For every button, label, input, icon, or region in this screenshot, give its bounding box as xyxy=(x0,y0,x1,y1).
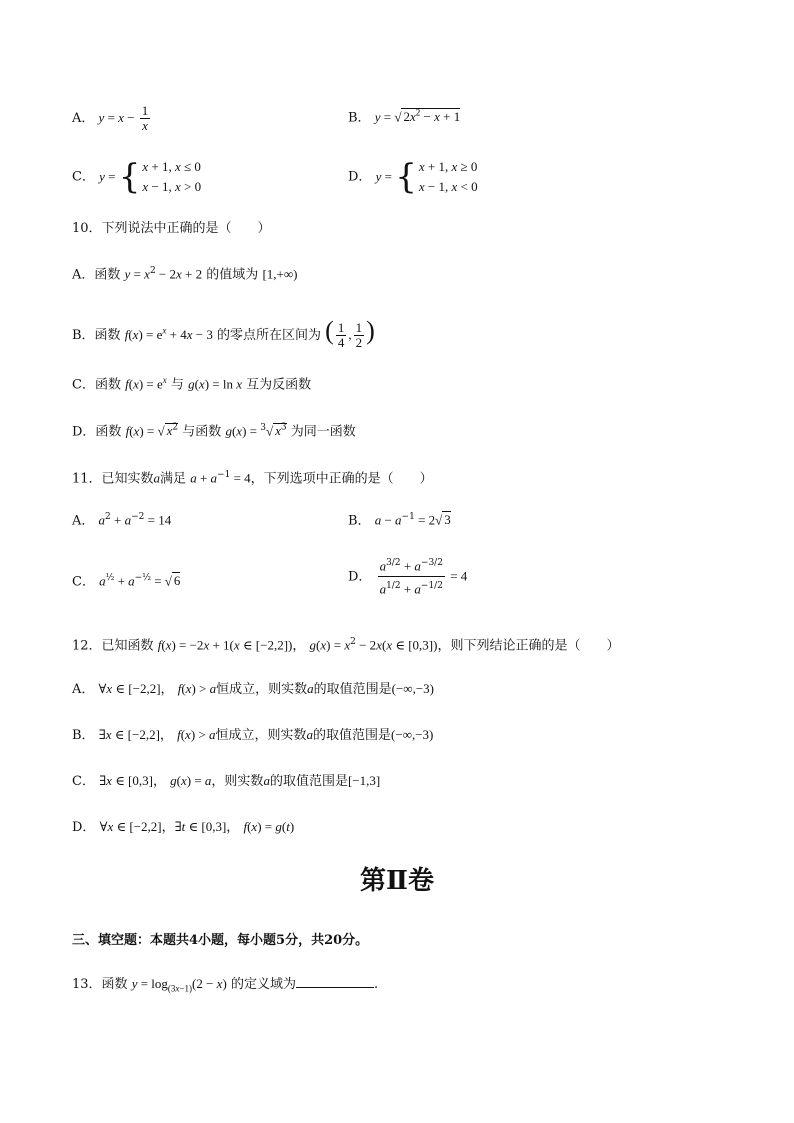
q11-option-c: C． $a^{\frac{1}{2}} + a^{-\frac{1}{2}}$ = √ 6 xyxy=(72,573,181,590)
q11-option-b: B． $a - a^{-1} = 2√$ 3 xyxy=(348,512,451,529)
section-title: 第Ⅱ卷 xyxy=(360,866,434,896)
q12-option-b: B． ∃x ∈ [−2,2]， f(x) > a恒成立，则实数a的取值范围是(−∞,−3) xyxy=(72,727,434,743)
q12-option-d: D． ∀x ∈ [−2,2]，∃t ∈ [0,3]， f(x) = g(t) xyxy=(72,819,295,835)
fraction: $\frac{1}{x}$ xyxy=(141,103,149,133)
answer-blank[interactable] xyxy=(296,975,374,988)
q10-option-c: C．函数 $f(x) = e^x$ 与 g(x) = ln x 互为反函数 xyxy=(72,375,312,393)
fraction: $\frac{a^{3/2} + a^{-3/2}}{a^{1/2} + a^{-1/2}}$ xyxy=(378,554,445,600)
q12-option-a: A． ∀x ∈ [−2,2]， f(x) > a恒成立，则实数a的取值范围是(−∞,−3) xyxy=(72,681,434,697)
q10-stem: 10．下列说法中正确的是（ ） xyxy=(72,221,271,236)
section-heading: 三、填空题：本题共4小题，每小题5分，共20分。 xyxy=(72,933,369,948)
q11-option-a: A． $a^2 + a^{-2} = 14$ xyxy=(72,512,172,529)
q9-option-c: C． y = { x + 1, x ≤ 0 x − 1, x > 0 xyxy=(72,157,202,197)
q10-option-b: B．函数 $f(x) = e^x + 4x - 3$ 的零点所在区间为 ( $\frac{1}{4}$ , $\frac{1}{2}$ ) xyxy=(72,316,375,350)
q9-option-d: D． y = { x + 1, x ≥ 0 x − 1, x < 0 xyxy=(348,157,478,197)
q13: 13．函数 $y = \log_{(3x-1)}(2 - x)$ 的定义域为 . xyxy=(72,976,379,994)
q10-option-d: D．函数 f(x) = √ $x^2$ 与函数 g(x) = $^3$√ $x^3$ 为同一函数 xyxy=(72,423,356,440)
q11-option-d: D． $\frac{a^{3/2} + a^{-3/2}}{a^{1/2} + a^{-1/2}}$ = 4 xyxy=(348,554,467,600)
q12-stem: 12．已知函数 f(x) = −2x + 1(x ∈ [−2,2])， $g(x) = x^2 - 2x(x$ ∈ [0,3])，则下列结论正确的是（ ） xyxy=(72,637,620,654)
q11-stem: 11．已知实数a满足 $a + a^{-1} = 4$，下列选项中正确的是（ ） xyxy=(72,470,433,487)
q9-option-b: B． y = √ $2x^2 - x + 1$ xyxy=(348,108,461,126)
q10-option-a: A．函数 $y = x^2 - 2x + 2$ 的值域为 [1,+∞) xyxy=(72,266,298,283)
q9-option-a: A． y = x − $\frac{1}{x}$ xyxy=(72,103,149,133)
q12-option-c: C． ∃x ∈ [0,3]， g(x) = a，则实数a的取值范围是[−1,3] xyxy=(72,773,381,789)
